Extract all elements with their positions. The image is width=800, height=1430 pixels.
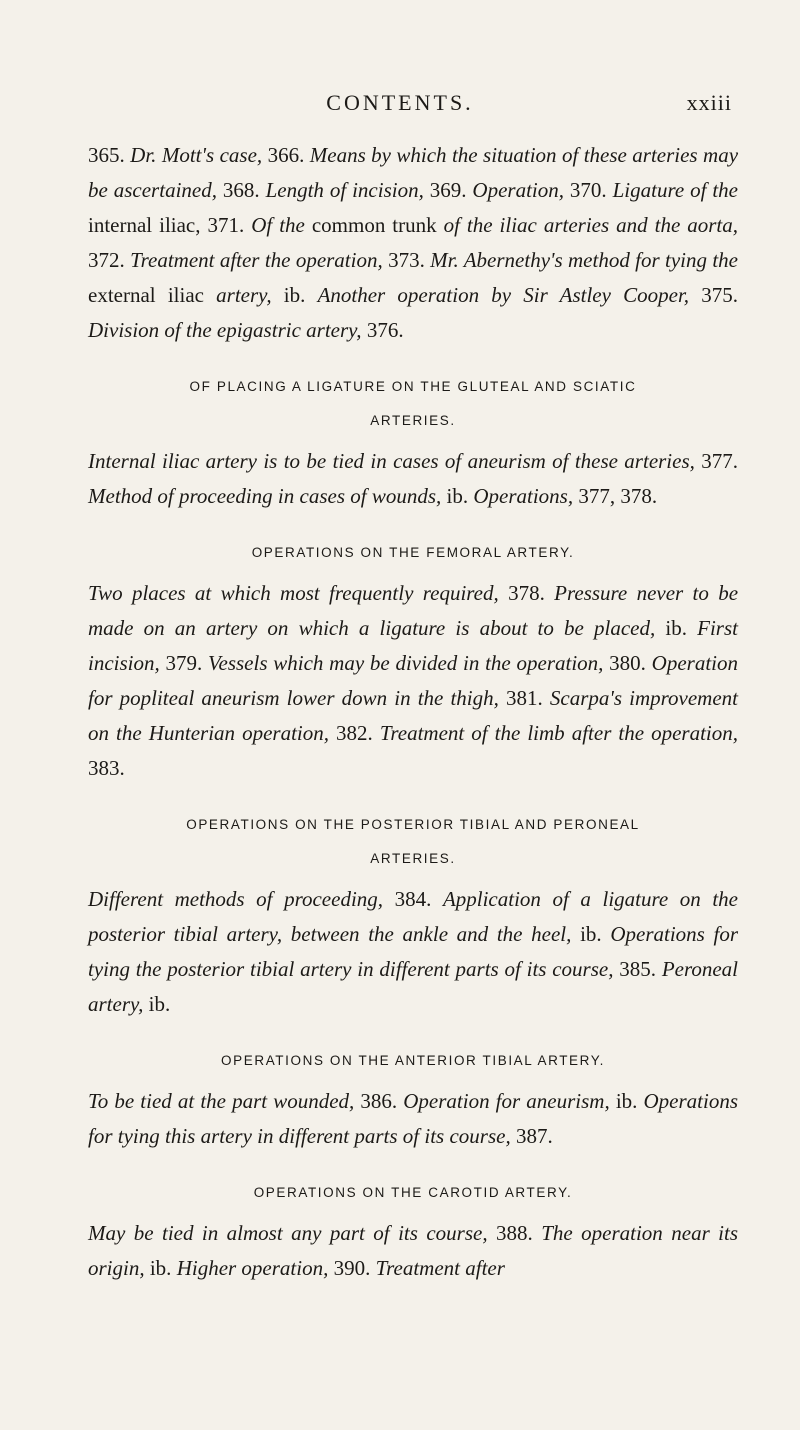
entry-title: Treatment after [375, 1256, 505, 1280]
contents-entry [88, 1084, 738, 1154]
entry-text: 365. [88, 143, 131, 167]
section-heading-line: OPERATIONS ON THE ANTERIOR TIBIAL ARTERY. [221, 1053, 605, 1068]
entry-text: common trunk [304, 213, 444, 237]
entry-title: Peroneal artery, [88, 957, 739, 1016]
entry-text: 385. [613, 957, 662, 981]
entry-title: Ligature of the [612, 178, 738, 202]
entry-text: 387. [510, 1124, 553, 1148]
entry-title: Treatment of the limb after the operation, [379, 721, 739, 745]
entry-title: Dr. Mott's case, [130, 143, 263, 167]
section-heading-line: OPERATIONS ON THE POSTERIOR TIBIAL AND PERONEAL [186, 817, 640, 832]
section-heading [88, 1044, 738, 1078]
entry-text: 368. [216, 178, 266, 202]
entry-text: 381. [498, 686, 550, 710]
entry-title: Higher operation, [176, 1256, 329, 1280]
section-heading [88, 536, 738, 570]
section-heading-line: OPERATIONS ON THE FEMORAL ARTERY. [251, 545, 575, 560]
entry-text: 386. [354, 1089, 404, 1113]
entry-title: May be tied in almost any part of its course, [88, 1221, 488, 1245]
contents-entry [88, 138, 738, 348]
entry-text: 370. [564, 178, 613, 202]
entry-title: Of the [251, 213, 305, 237]
entry-title: Application of a ligature on the posterior tibial artery, between the ankle and the heel, [88, 887, 738, 946]
entry-text: 378. [498, 581, 555, 605]
section-heading-line: OPERATIONS ON THE CAROTID ARTERY. [253, 1185, 573, 1200]
contents-entry [88, 1216, 738, 1286]
entry-title: Operations, [473, 484, 574, 508]
entry-text: 376. [361, 318, 404, 342]
entry-title: Scarpa's improvement on the Hunterian operation, [88, 686, 739, 745]
entry-text: ib. [143, 992, 171, 1016]
entry-title: Another operation by Sir Astley Cooper, [317, 283, 690, 307]
entry-text: 377, 378. [573, 484, 658, 508]
entry-title: First incision, [88, 616, 738, 675]
entry-title: Means by which the situation of these arteries may be ascertained, [88, 143, 739, 202]
entry-title: Different methods of proceeding, [88, 887, 384, 911]
entry-text: ib. [271, 283, 318, 307]
entry-text: 373. [382, 248, 431, 272]
contents-entry [88, 576, 738, 786]
entry-text: 382. [329, 721, 380, 745]
entry-title: Pressure never to be made on an artery on which a ligature is about to be placed, [88, 581, 739, 640]
entry-text: 372. [88, 248, 131, 272]
page-number: xxiii [686, 90, 732, 115]
entry-title: Division of the epigastric artery, [88, 318, 362, 342]
entry-text: ib. [571, 922, 611, 946]
contents-entry [88, 444, 738, 514]
section-heading [88, 1176, 738, 1210]
entry-text: ib. [144, 1256, 177, 1280]
entry-text: 369. [423, 178, 473, 202]
entry-text: 384. [383, 887, 443, 911]
entry-text: internal iliac, 371. [88, 213, 252, 237]
entry-title: Vessels which may be divided in the operation, [208, 651, 604, 675]
entry-text: 390. [328, 1256, 376, 1280]
entry-title: Treatment after the operation, [130, 248, 383, 272]
entry-title: Method of proceeding in cases of wounds, [88, 484, 442, 508]
running-title: CONTENTS. [326, 90, 474, 115]
entry-text: 366. [262, 143, 310, 167]
entry-text: 388. [487, 1221, 542, 1245]
running-head [0, 84, 800, 124]
entry-title: artery, [216, 283, 272, 307]
entry-text: 375. [689, 283, 739, 307]
section-heading-line: OF PLACING A LIGATURE ON THE GLUTEAL AND SCIATIC [189, 379, 637, 394]
entry-text: 380. [603, 651, 652, 675]
entry-text: external iliac [88, 283, 217, 307]
section-heading-line: ARTERIES. [370, 851, 456, 866]
entry-text: ib. [655, 616, 698, 640]
section-heading [88, 370, 738, 438]
contents-body [88, 138, 738, 1286]
entry-title: Operations for tying the posterior tibial artery in different parts of its course, [88, 922, 738, 981]
entry-title: Internal iliac artery is to be tied in cases of aneurism of these arteries, [88, 449, 695, 473]
entry-text: 377. [694, 449, 738, 473]
entry-text: 383. [88, 756, 125, 780]
entry-text: ib. [609, 1089, 644, 1113]
entry-title: Operations for tying this artery in different parts of its course, [88, 1089, 739, 1148]
entry-title: Two places at which most frequently required, [88, 581, 499, 605]
entry-title: To be tied at the part wounded, [88, 1089, 355, 1113]
entry-title: Operation for popliteal aneurism lower down in the thigh, [88, 651, 738, 710]
section-heading [88, 808, 738, 876]
section-heading-line: ARTERIES. [370, 413, 456, 428]
entry-text: ib. [441, 484, 474, 508]
entry-title: Mr. Abernethy's method for tying the [430, 248, 739, 272]
entry-title: Length of incision, [265, 178, 424, 202]
entry-title: Operation, [472, 178, 564, 202]
contents-entry [88, 882, 738, 1022]
entry-title: Operation for aneurism, [403, 1089, 610, 1113]
entry-text: 379. [159, 651, 208, 675]
entry-title: The operation near its origin, [88, 1221, 739, 1280]
entry-title: of the iliac arteries and the aorta, [443, 213, 739, 237]
